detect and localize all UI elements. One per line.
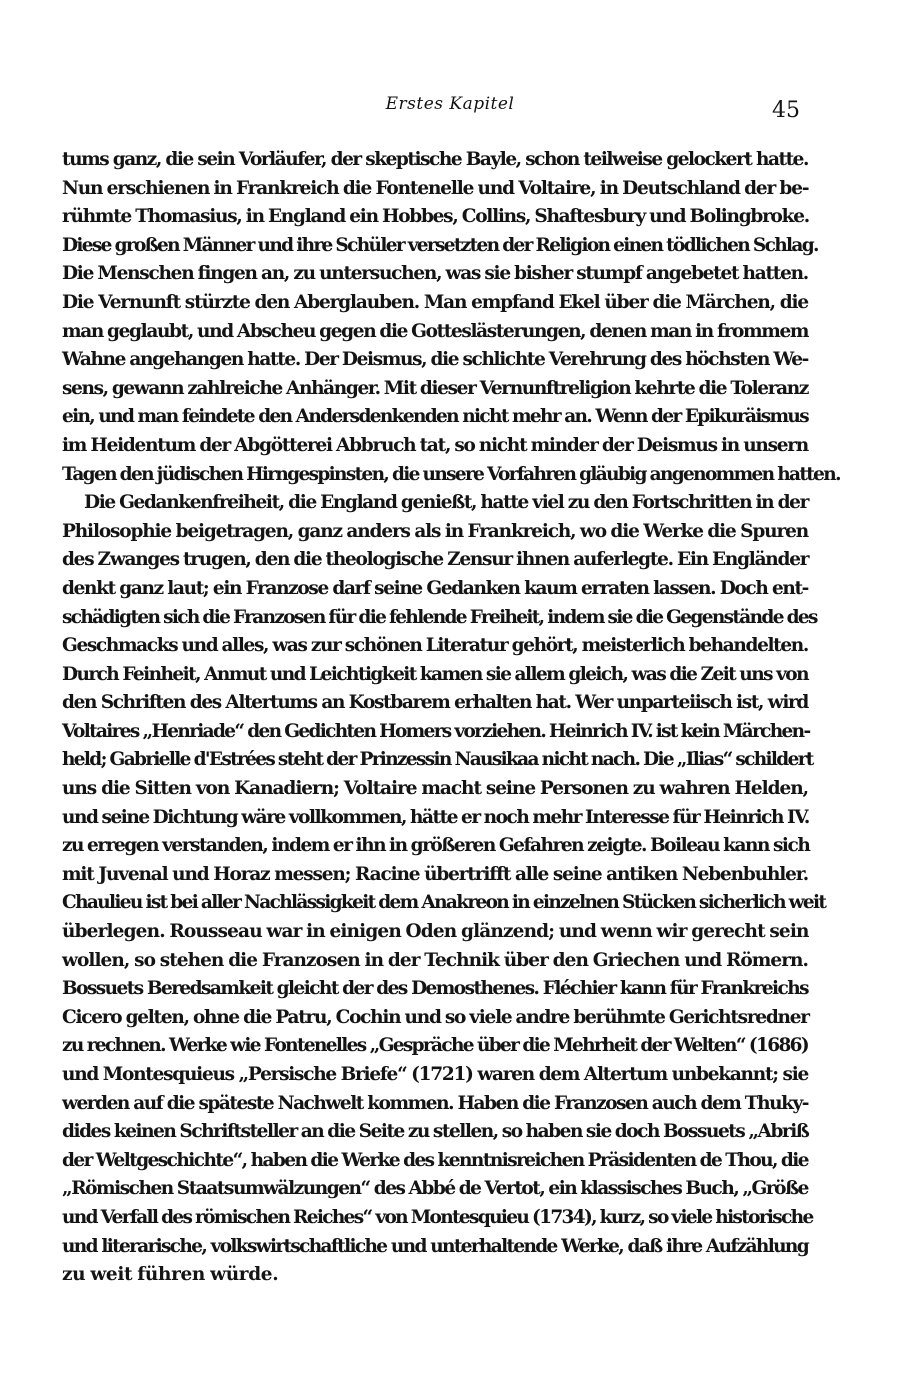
text-line: Durch Feinheit, Anmut und Leichtigkeit kamen sie allem gleich, was die Zeit uns von [62, 663, 808, 685]
text-line: Cicero gelten, ohne die Patru, Cochin und so viele andre berühmte Gerichtsredner [62, 1006, 809, 1028]
paragraph [62, 489, 826, 1290]
text-line: und seine Dichtung wäre vollkommen, hätte er noch mehr Interesse für Heinrich IV. [62, 806, 809, 828]
text-line: der Weltgeschichte“, haben die Werke des kenntnisreichen Präsidenten de Thou, die [62, 1149, 808, 1171]
text-line: Die Gedankenfreiheit, die England genießt, hatte viel zu den Fortschritten in der [84, 492, 808, 514]
text-line: den Schriften des Altertums an Kostbarem erhalten hat. Wer unparteiisch ist, wird [62, 692, 808, 714]
text-line: wollen, so stehen die Franzosen in der Technik über den Griechen und Römern. [62, 949, 808, 971]
text-line: im Heidentum der Abgötterei Abbruch tat, so nicht minder der Deismus in unsern [62, 434, 808, 456]
running-title: Erstes Kapitel [385, 94, 515, 114]
text-line: Chaulieu ist bei aller Nachlässigkeit dem Anakreon in einzelnen Stücken sicherlich weit [62, 892, 826, 914]
text-line: Nun erschienen in Frankreich die Fontenelle und Voltaire, in Deutschland der be- [62, 177, 809, 199]
text-line: Philosophie beigetragen, ganz anders als in Frankreich, wo die Werke die Spuren [62, 520, 808, 542]
body-text [62, 146, 840, 1290]
text-line: und literarische, volkswirtschaftliche und unterhaltende Werke, daß ihre Aufzählung [62, 1235, 808, 1257]
text-line: Tagen den jüdischen Hirngespinsten, die unsere Vorfahren gläubig angenommen hatten. [62, 463, 840, 485]
text-line: schädigten sich die Franzosen für die fehlende Freiheit, indem sie die Gegenstände des [62, 606, 817, 628]
text-line: dides keinen Schriftsteller an die Seite zu stellen, so haben sie doch Bossuets „Abriß [62, 1121, 809, 1143]
text-line: mit Juvenal und Horaz messen; Racine übertrifft alle seine antiken Nebenbuhler. [62, 863, 808, 885]
paragraph [62, 146, 840, 489]
text-line: man geglaubt, und Abscheu gegen die Gotteslästerungen, denen man in frommem [62, 320, 809, 342]
text-line: sens, gewann zahlreiche Anhänger. Mit dieser Vernunftreligion kehrte die Toleranz [62, 377, 808, 399]
text-line: Bossuets Beredsamkeit gleicht der des Demosthenes. Fléchier kann für Frankreichs [62, 978, 808, 1000]
text-line: rühmte Thomasius, in England ein Hobbes, Collins, Shaftesbury und Bolingbroke. [62, 206, 809, 228]
text-line: Diese großen Männer und ihre Schüler versetzten der Religion einen tödlichen Schlag. [62, 234, 818, 256]
text-line: zu weit führen würde. [62, 1264, 279, 1286]
text-line: und Verfall des römischen Reiches“ von Montesquieu (1734), kurz, so viele historische [62, 1206, 813, 1228]
text-line: Die Vernunft stürzte den Aberglauben. Man empfand Ekel über die Märchen, die [62, 291, 808, 313]
text-line: Voltaires „Henriade“ den Gedichten Homers vorziehen. Heinrich IV. ist kein Märchen- [62, 720, 810, 742]
text-line: und Montesquieus „Persische Briefe“ (1721) waren dem Altertum unbekannt; sie [62, 1064, 808, 1085]
text-line: tums ganz, die sein Vorläufer, der skeptische Bayle, schon teilweise gelockert hatte. [62, 149, 808, 170]
text-line: held; Gabrielle d'Estrées steht der Prinzessin Nausikaa nicht nach. Die „Ilias“ schildert [62, 749, 813, 771]
text-line: Geschmacks und alles, was zur schönen Literatur gehört, meisterlich behandelten. [62, 635, 808, 657]
page-number: 45 [772, 98, 800, 123]
text-line: zu erregen verstanden, indem er ihn in größeren Gefahren zeigte. Boileau kann sich [62, 835, 810, 857]
text-line: zu rechnen. Werke wie Fontenelles „Gespräche über die Mehrheit der Welten“ (1686) [62, 1035, 808, 1057]
text-line: Die Menschen fingen an, zu untersuchen, was sie bisher stumpf angebetet hatten. [62, 263, 808, 285]
text-line: uns die Sitten von Kanadiern; Voltaire macht seine Personen zu wahren Helden, [62, 778, 808, 800]
text-line: des Zwanges trugen, den die theologische Zensur ihnen auferlegte. Ein Engländer [62, 549, 809, 571]
text-line: ein, und man feindete den Andersdenkenden nicht mehr an. Wenn der Epikuräismus [62, 406, 808, 428]
text-line: überlegen. Rousseau war in einigen Oden glänzend; und wenn wir gerecht sein [62, 921, 809, 943]
text-line: Wahne angehangen hatte. Der Deismus, die schlichte Verehrung des höchsten We- [62, 349, 808, 371]
text-line: werden auf die späteste Nachwelt kommen. Haben die Franzosen auch dem Thuky- [62, 1092, 808, 1114]
text-line: denkt ganz laut; ein Franzose darf seine Gedanken kaum erraten lassen. Doch ent- [62, 577, 808, 599]
text-line: „Römischen Staatsumwälzungen“ des Abbé de Vertot, ein klassisches Buch, „Größe [62, 1178, 808, 1200]
